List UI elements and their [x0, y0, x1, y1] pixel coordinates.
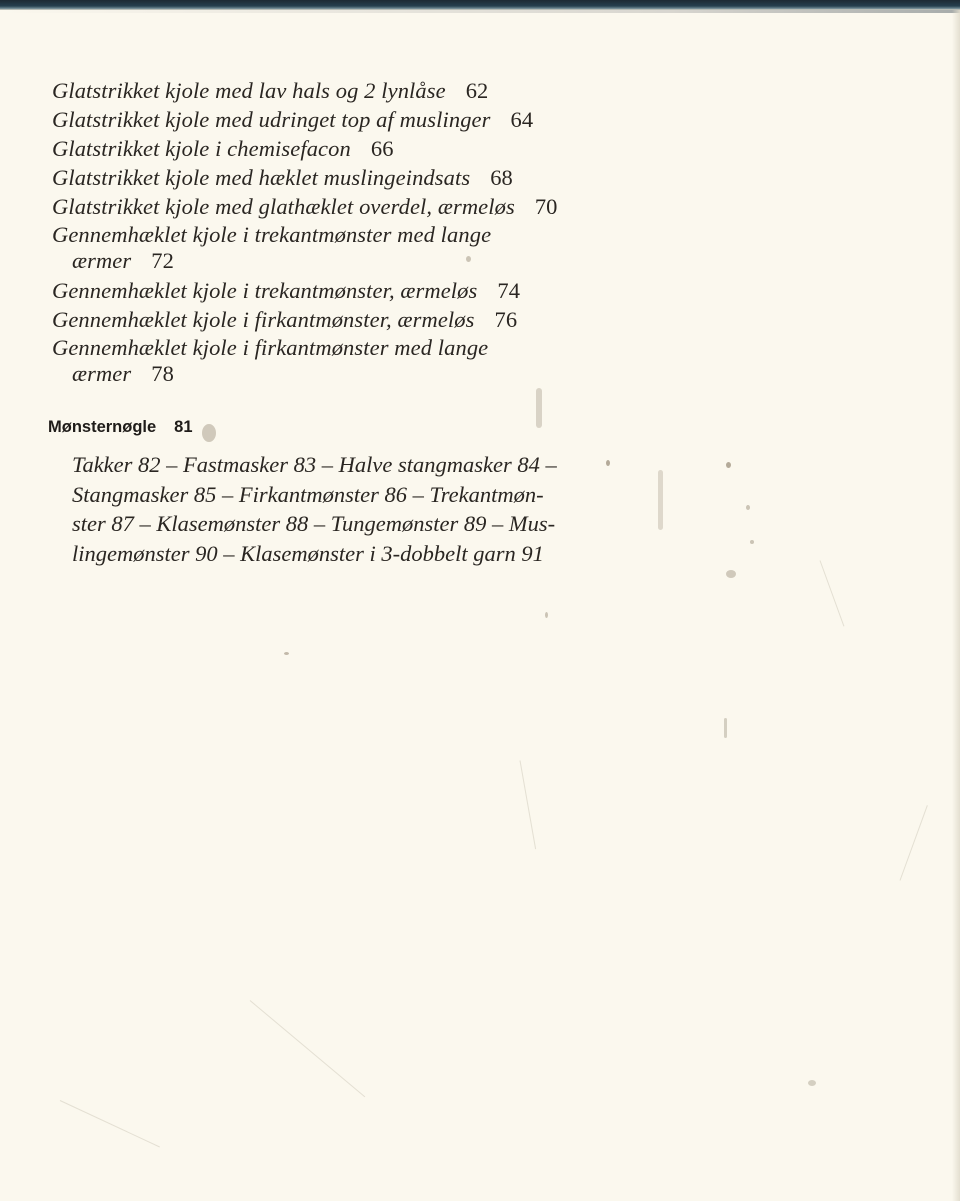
- paragraph-line: lingemønster 90 – Klasemønster i 3-dobbelt garn 91: [72, 540, 544, 566]
- paper-speck: [750, 540, 754, 544]
- paper-stain: [202, 424, 216, 442]
- toc-entry-title: Glatstrikket kjole med udringet top af muslinger: [52, 107, 491, 132]
- toc-entry: [52, 192, 558, 221]
- toc-entry-title: Gennemhæklet kjole i trekantmønster med lange: [52, 222, 492, 247]
- toc-entry-page: 72: [151, 248, 174, 273]
- toc-entry-page: 78: [151, 361, 174, 386]
- paragraph-line: Stangmasker 85 – Firkantmønster 86 – Trekantmøn-: [72, 481, 544, 507]
- paper-speck: [545, 612, 548, 618]
- toc-entry: [52, 220, 491, 249]
- toc-entry-title: Gennemhæklet kjole i trekantmønster, ærmeløs: [52, 278, 478, 303]
- toc-entry: [52, 305, 517, 334]
- paper-scratch: [250, 1000, 366, 1097]
- toc-entry-title: Glatstrikket kjole med lav hals og 2 lynlåse: [52, 78, 446, 103]
- paper-speck: [466, 256, 471, 262]
- section-heading: [48, 418, 193, 437]
- toc-entry-title: Glatstrikket kjole i chemisefacon: [52, 136, 351, 161]
- toc-entry-page: 64: [510, 107, 534, 132]
- paper-scratch: [900, 805, 928, 881]
- toc-entry-page: 62: [465, 78, 489, 103]
- toc-entry-title-cont: ærmer: [72, 248, 132, 273]
- toc-entry: [52, 76, 488, 105]
- paper-speck: [284, 652, 289, 655]
- toc-entry-title-cont: ærmer: [72, 361, 132, 386]
- paper-speck: [606, 460, 610, 466]
- toc-entry-continuation: [72, 246, 174, 275]
- toc-entry-title: Glatstrikket kjole med glathæklet overdel, ærmeløs: [52, 194, 515, 219]
- paper-speck: [724, 718, 727, 738]
- paragraph-line: Takker 82 – Fastmasker 83 – Halve stangmasker 84 –: [72, 452, 557, 477]
- toc-entry-title: Glatstrikket kjole med hæklet muslingeindsats: [52, 165, 471, 190]
- paper-speck: [808, 1080, 816, 1086]
- toc-entry: [52, 276, 520, 305]
- toc-entry-title: Gennemhæklet kjole i firkantmønster, ærmeløs: [52, 307, 475, 332]
- paper-scratch: [520, 760, 537, 849]
- paper-speck: [726, 570, 736, 578]
- paragraph-line: ster 87 – Klasemønster 88 – Tungemønster 89 – Mus-: [72, 511, 556, 536]
- toc-entry-page: 68: [490, 165, 513, 190]
- toc-entry: [52, 163, 513, 192]
- paper-speck: [746, 505, 750, 510]
- toc-entry-page: 76: [494, 307, 518, 332]
- paper-speck: [658, 470, 663, 530]
- toc-entry-page: 74: [497, 278, 521, 303]
- toc-entry-title: Gennemhæklet kjole i firkantmønster med lange: [52, 335, 489, 360]
- toc-entry-page: 70: [534, 194, 558, 219]
- section-paragraph: [72, 450, 612, 568]
- toc-entry-continuation: [72, 359, 174, 388]
- paper-speck: [726, 462, 731, 468]
- toc-entry: [52, 134, 394, 163]
- section-title: Mønsternøgle: [48, 418, 157, 436]
- section-page: 81: [174, 418, 193, 436]
- toc-entry-page: 66: [370, 136, 394, 161]
- toc-entry: [52, 105, 533, 134]
- toc-entry: [52, 333, 488, 362]
- paper-speck: [536, 388, 542, 428]
- paper-scratch: [60, 1100, 160, 1147]
- paper-scratch: [820, 560, 845, 626]
